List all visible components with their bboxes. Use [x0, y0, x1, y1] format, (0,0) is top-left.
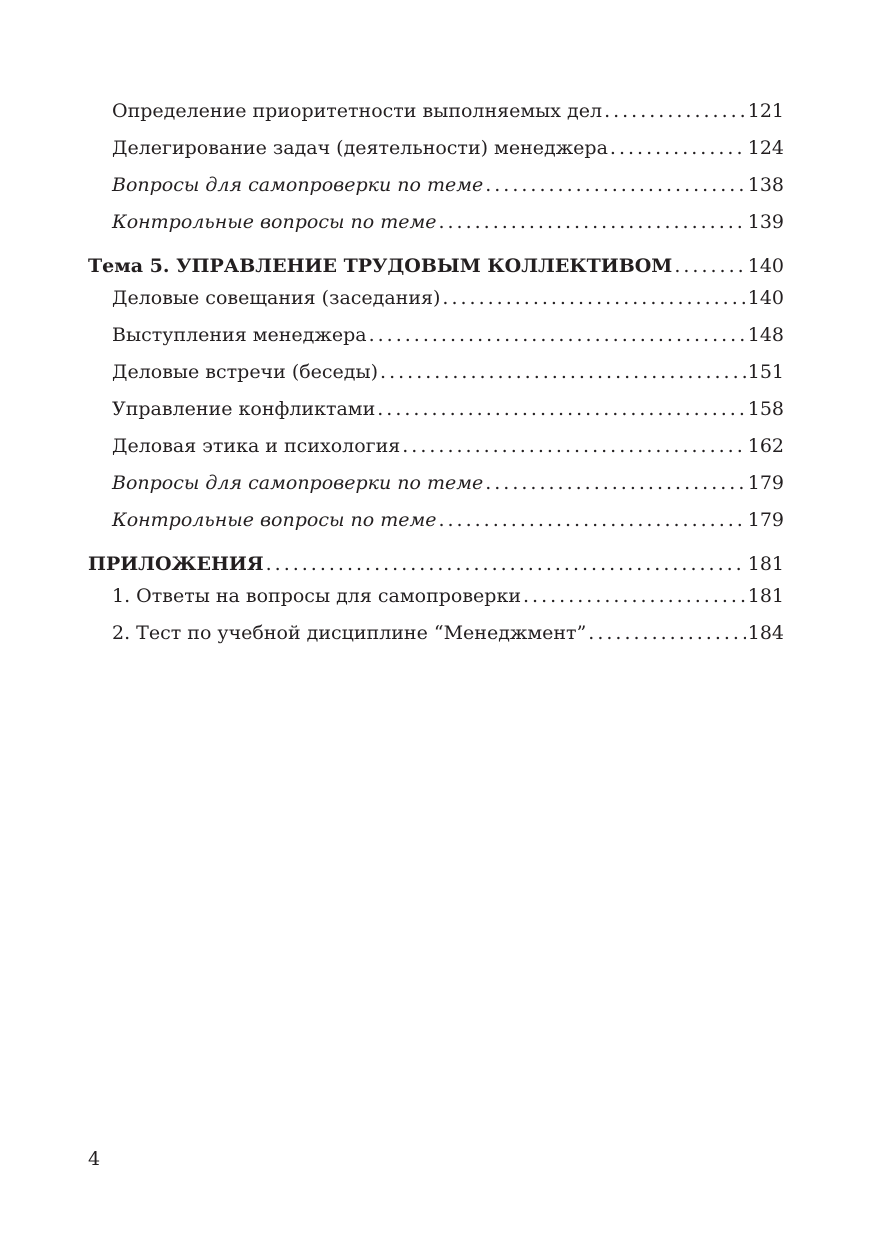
- toc-leader-dots: [380, 359, 746, 385]
- toc-entry-title: Деловые совещания (заседания): [112, 287, 441, 309]
- toc-entry: [112, 98, 784, 124]
- toc-entry-title: Делегирование задач (деятельности) менеджера: [112, 137, 608, 159]
- toc-entry: [112, 583, 784, 609]
- toc-entry-page: 121: [747, 100, 784, 122]
- toc-entry-title: Деловые встречи (беседы): [112, 361, 379, 383]
- toc-entry-title: Контрольные вопросы по теме: [112, 211, 437, 233]
- toc-entry-title: Управление конфликтами: [112, 398, 376, 420]
- toc-entry-title: 2. Тест по учебной дисциплине “Менеджмент”: [112, 622, 587, 644]
- toc-entry-page: 138: [747, 174, 784, 196]
- toc-entry-page: 158: [747, 398, 784, 420]
- toc-entry-page: 162: [747, 435, 784, 457]
- toc-entry: [112, 433, 784, 459]
- toc-leader-dots: [438, 507, 745, 533]
- toc-leader-dots: [485, 172, 746, 198]
- toc-entry-page: 139: [747, 211, 784, 233]
- toc-entry-title: 1. Ответы на вопросы для самопроверки: [112, 585, 521, 607]
- toc-entry: [112, 620, 784, 646]
- toc-entry-title: Выступления менеджера: [112, 324, 367, 346]
- toc-entry: [112, 322, 784, 348]
- toc-entry-page: 140: [747, 255, 784, 277]
- toc-entry: [112, 135, 784, 161]
- toc-entry: [112, 172, 784, 198]
- toc-entry-title: Деловая этика и психология: [112, 435, 401, 457]
- toc-entry-page: 151: [747, 361, 784, 383]
- toc-entry-page: 184: [747, 622, 784, 644]
- toc-section-title: Тема 5. УПРАВЛЕНИЕ ТРУДОВЫМ КОЛЛЕКТИВОМ: [88, 255, 673, 277]
- toc-entry-page: 181: [747, 553, 784, 575]
- toc-leader-dots: [485, 470, 746, 496]
- toc-entry: [112, 209, 784, 235]
- toc-entry: [112, 359, 784, 385]
- toc-leader-dots: [604, 98, 746, 124]
- toc-entry-page: 181: [747, 585, 784, 607]
- toc-leader-dots: [442, 285, 745, 311]
- toc-leader-dots: [402, 433, 745, 459]
- page-number: 4: [88, 1148, 101, 1170]
- toc-entry-title: Вопросы для самопроверки по теме: [112, 174, 484, 196]
- toc-section-heading: [88, 551, 784, 577]
- toc-entry-title: Вопросы для самопроверки по теме: [112, 472, 484, 494]
- toc-entry-title: Контрольные вопросы по теме: [112, 509, 437, 531]
- toc-entry-page: 124: [747, 137, 784, 159]
- toc-section-heading: [88, 253, 784, 279]
- toc-leader-dots: [266, 551, 746, 577]
- toc-leader-dots: [377, 396, 745, 422]
- toc-leader-dots: [438, 209, 745, 235]
- toc-entry-page: 140: [747, 287, 784, 309]
- toc-entry: [112, 470, 784, 496]
- toc-entry: [112, 285, 784, 311]
- toc-leader-dots: [610, 135, 746, 161]
- toc-entry-page: 179: [747, 472, 784, 494]
- toc-leader-dots: [674, 253, 745, 279]
- toc-leader-dots: [523, 583, 746, 609]
- toc-entry-page: 148: [747, 324, 784, 346]
- toc-leader-dots: [369, 322, 746, 348]
- toc-entry: [112, 507, 784, 533]
- toc-section-title: ПРИЛОЖЕНИЯ: [88, 553, 264, 575]
- toc-entry: [112, 396, 784, 422]
- toc-leader-dots: [588, 620, 745, 646]
- toc-entry-page: 179: [747, 509, 784, 531]
- toc-entry-title: Определение приоритетности выполняемых дел: [112, 100, 603, 122]
